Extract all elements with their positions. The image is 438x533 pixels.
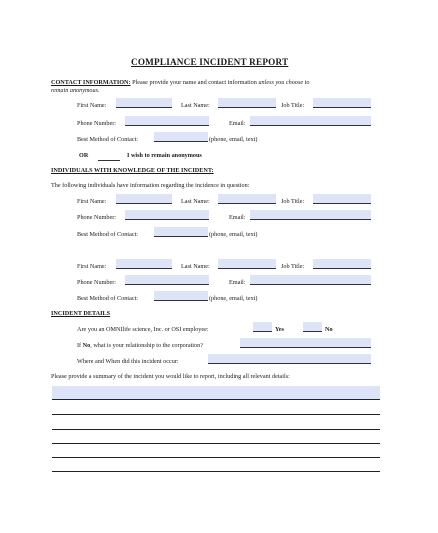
ind1-job-title-label: Job Title:: [281, 198, 305, 205]
ind2-best-method-field[interactable]: [154, 291, 208, 301]
ind2-email-field[interactable]: [250, 275, 371, 285]
employee-no-field[interactable]: [303, 322, 322, 332]
summary-area[interactable]: [52, 386, 380, 476]
ind1-best-method-label: Best Method of Contact:: [77, 231, 139, 238]
job-title-label: Job Title:: [281, 102, 305, 109]
phone-label: Phone Number:: [77, 120, 117, 127]
ind2-phone-label: Phone Number:: [77, 279, 117, 286]
ind1-best-method-field[interactable]: [154, 227, 208, 237]
ind2-first-name-field[interactable]: [116, 259, 172, 269]
ind1-email-label: Email:: [229, 214, 246, 221]
contact-intro-cont: remain anonymous.: [51, 87, 100, 94]
summary-first-line-fill: [52, 386, 380, 399]
anonymous-label: I wish to remain anonymous: [127, 152, 202, 159]
best-method-hint: (phone, email, text): [209, 136, 258, 143]
where-when-question: Where and When did this incident occur:: [77, 358, 179, 365]
first-name-field[interactable]: [116, 98, 172, 108]
ind1-best-method-hint: (phone, email, text): [209, 231, 258, 238]
ind2-best-method-hint: (phone, email, text): [209, 295, 258, 302]
ind2-last-name-field[interactable]: [218, 259, 276, 269]
ind2-phone-field[interactable]: [125, 275, 209, 285]
summary-prompt: Please provide a summary of the incident you would like to report, including all relevant details:: [51, 373, 290, 380]
or-label: OR: [79, 152, 89, 159]
relationship-question: If No, what is your relationship to the corporation?: [77, 342, 203, 349]
report-title: COMPLIANCE INCIDENT REPORT: [131, 57, 289, 67]
ind1-last-name-label: Last Name:: [181, 198, 210, 205]
ind1-last-name-field[interactable]: [218, 194, 276, 204]
incident-heading: INCIDENT DETAILS: [51, 310, 111, 317]
ind1-phone-field[interactable]: [125, 210, 209, 220]
ind1-job-title-field[interactable]: [313, 194, 371, 204]
summary-line: [52, 457, 380, 458]
contact-heading: CONTACT INFORMATION:: [51, 79, 131, 86]
last-name-label: Last Name:: [181, 102, 210, 109]
summary-line: [52, 471, 380, 472]
last-name-field[interactable]: [218, 98, 276, 108]
phone-field[interactable]: [125, 116, 209, 126]
email-field[interactable]: [250, 116, 371, 126]
individuals-heading: INDIVIDUALS WITH KNOWLEDGE OF THE INCIDENT:: [51, 167, 214, 174]
contact-intro: CONTACT INFORMATION: Please provide your name and contact information unless you choose to: [51, 79, 310, 86]
summary-line: [52, 443, 380, 444]
employee-yes-field[interactable]: [253, 322, 272, 332]
anonymous-checkbox[interactable]: [98, 160, 120, 161]
first-name-label: First Name:: [77, 102, 107, 109]
ind1-email-field[interactable]: [250, 210, 371, 220]
employee-question: Are you an OMNIlife science, Inc. or OSI employee:: [77, 326, 209, 333]
relationship-field[interactable]: [240, 338, 371, 348]
email-label: Email:: [229, 120, 246, 127]
best-method-label: Best Method of Contact:: [77, 136, 139, 143]
ind2-job-title-label: Job Title:: [281, 263, 305, 270]
ind1-phone-label: Phone Number:: [77, 214, 117, 221]
summary-line: [52, 399, 380, 400]
ind1-first-name-field[interactable]: [116, 194, 172, 204]
ind2-last-name-label: Last Name:: [181, 263, 210, 270]
ind1-first-name-label: First Name:: [77, 198, 107, 205]
where-when-field[interactable]: [208, 354, 371, 364]
employee-no-label: No: [325, 326, 333, 333]
job-title-field[interactable]: [313, 98, 371, 108]
ind2-email-label: Email:: [229, 279, 246, 286]
individuals-intro: The following individuals have information regarding the incidence in question:: [51, 182, 250, 189]
ind2-first-name-label: First Name:: [77, 263, 107, 270]
best-method-field[interactable]: [154, 132, 208, 142]
ind2-job-title-field[interactable]: [313, 259, 371, 269]
summary-line: [52, 429, 380, 430]
summary-line: [52, 414, 380, 415]
ind2-best-method-label: Best Method of Contact:: [77, 295, 139, 302]
employee-yes-label: Yes: [275, 326, 284, 333]
